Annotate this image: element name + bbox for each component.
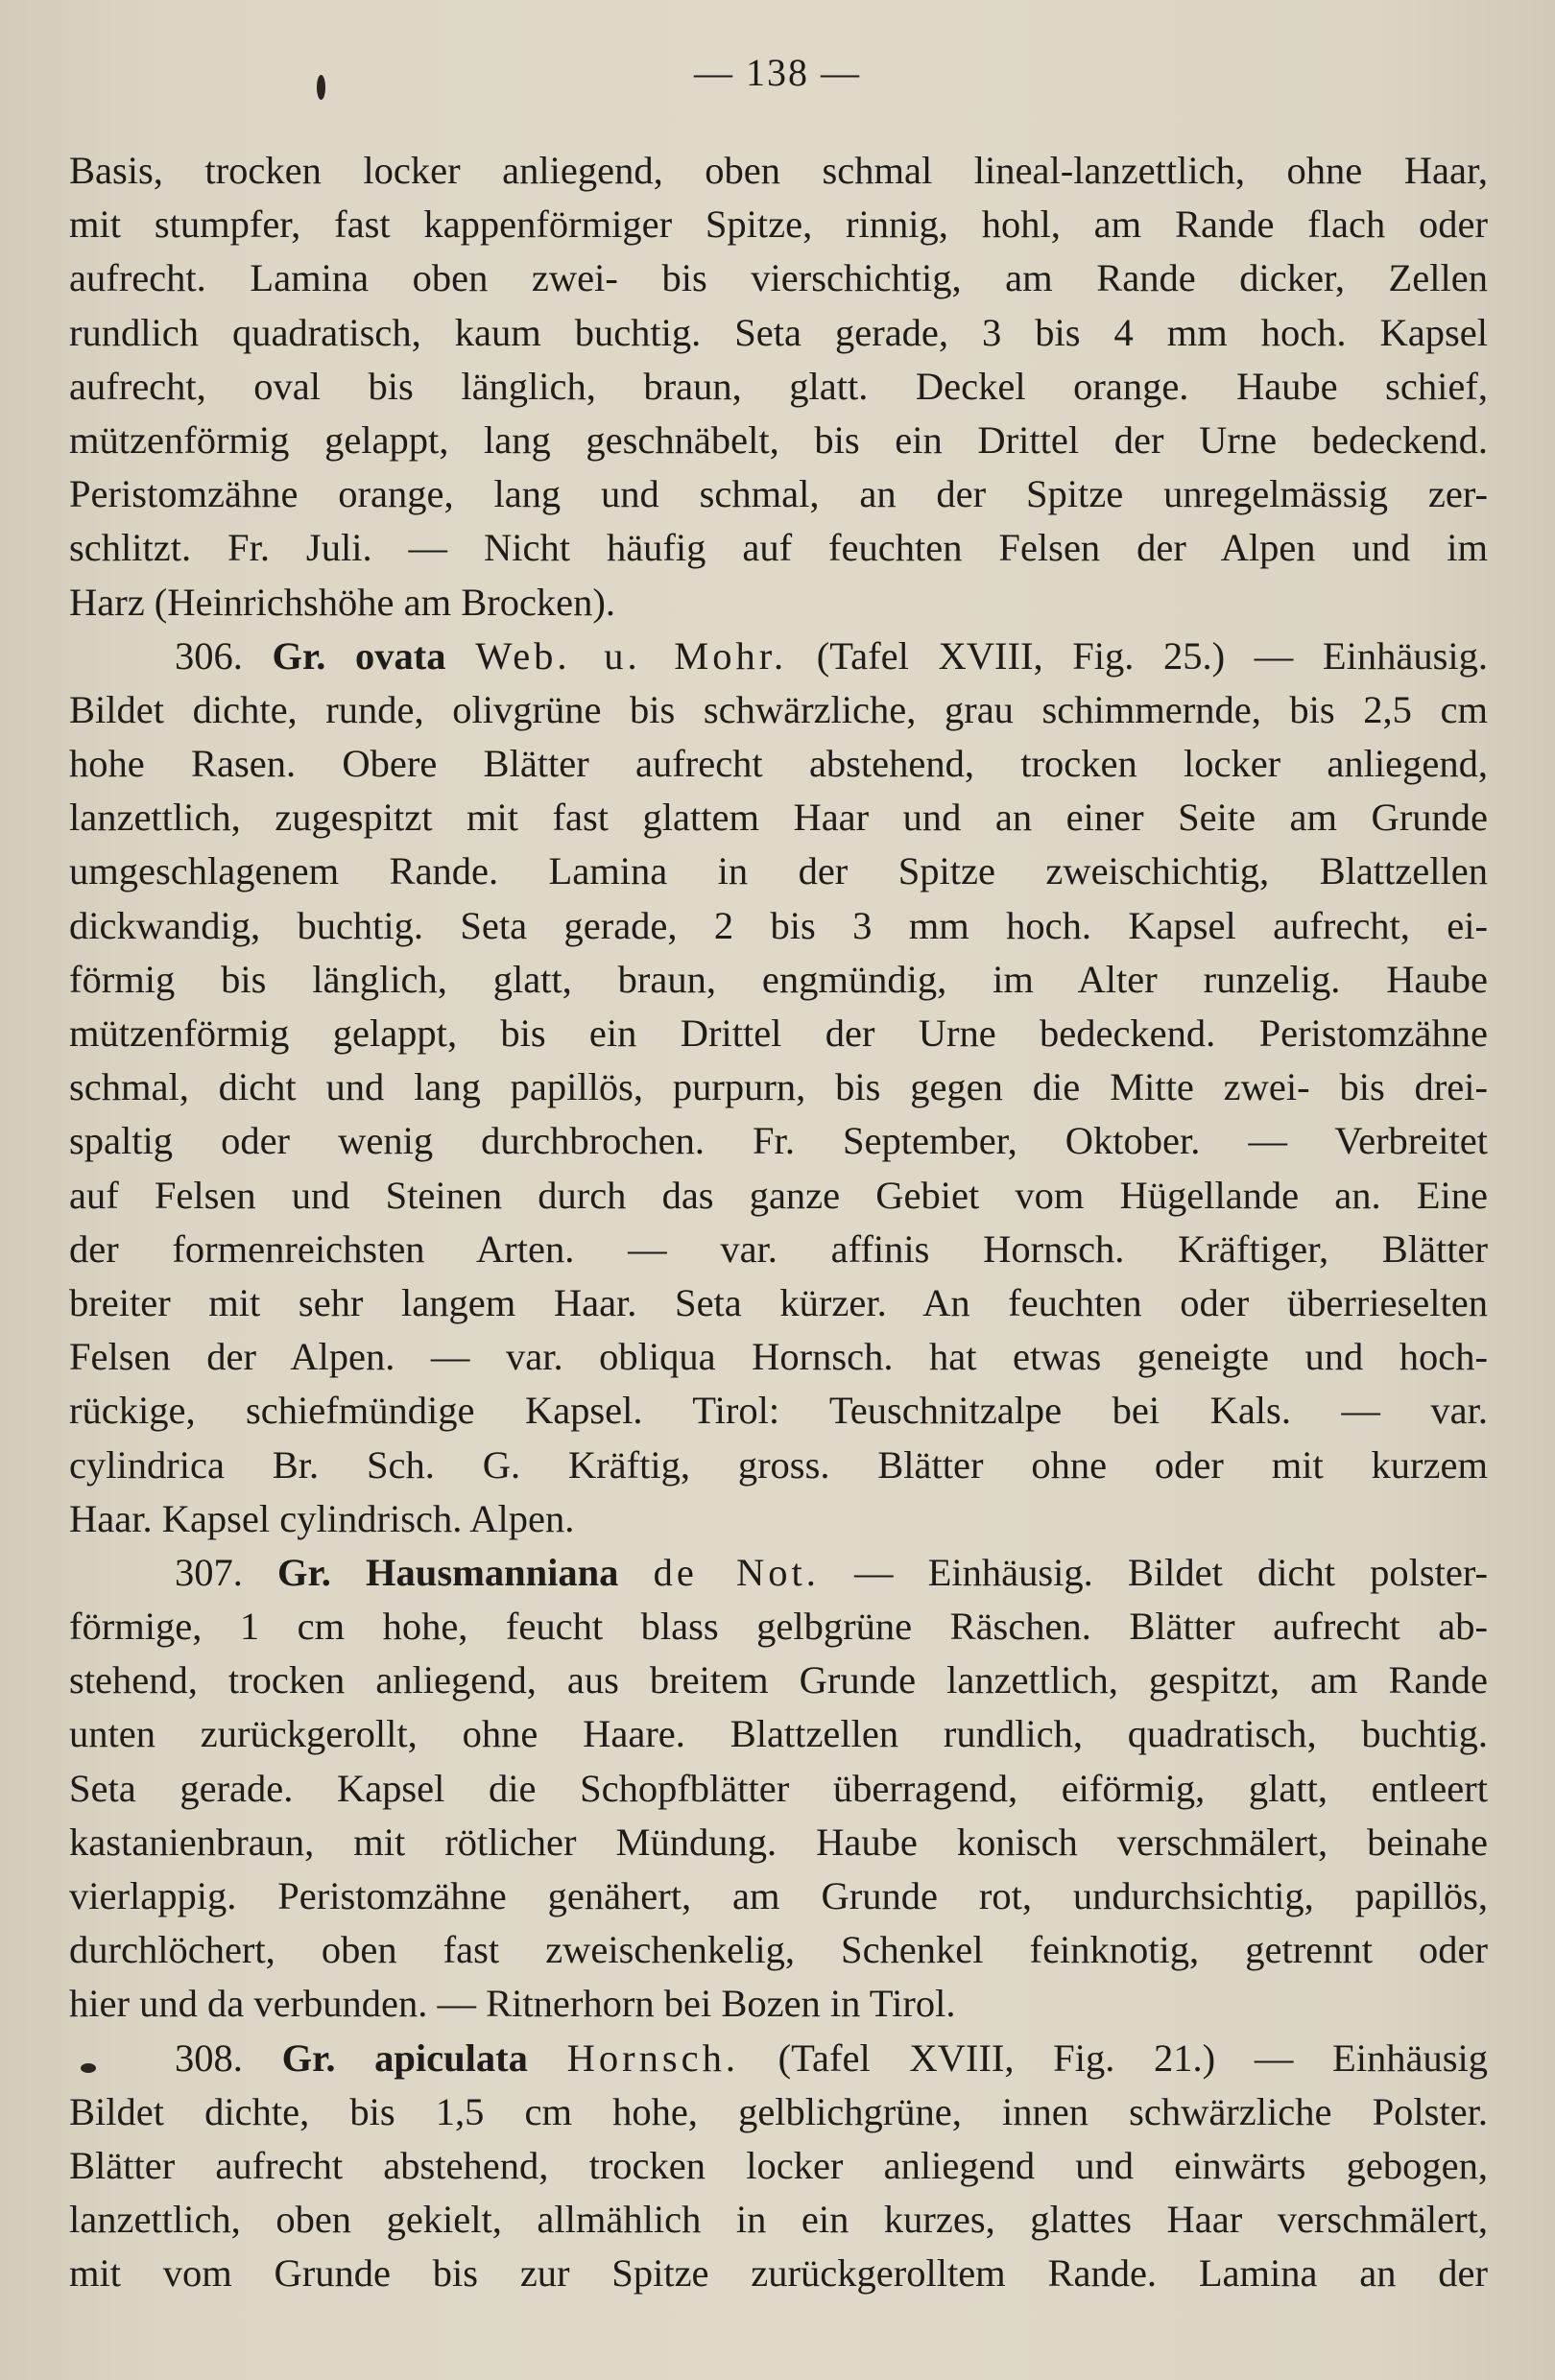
text-line [69,198,1488,251]
line-text: Blätter aufrecht abstehend, trocken locker anliegend und einwärts gebogen, [69,2143,1488,2187]
text-line [69,2193,1488,2247]
line-text: rundlich quadratisch, kaum buchtig. Seta gerade, 3 bis 4 mm hoch. Kapsel [69,310,1488,354]
text-line [69,791,1488,845]
line-text: vierlappig. Peristomzähne genähert, am Grunde rot, undurchsichtig, papillös, [69,1874,1488,1917]
page-number: — 138 — [694,51,861,94]
text-line [69,251,1488,305]
line-text: aufrecht, oval bis länglich, braun, glatt. Deckel orange. Haube schief, [69,364,1488,408]
line-text: kastanienbraun, mit rötlicher Mündung. Haube konisch verschmälert, beinahe [69,1820,1488,1864]
text-line [69,1223,1488,1276]
entry-heading-line [69,1546,1488,1600]
text-line [69,1169,1488,1223]
text-line [69,1114,1488,1168]
line-text: unten zurückgerollt, ohne Haare. Blattzellen rundlich, quadratisch, buchtig. [69,1712,1488,1756]
line-text: stehend, trocken anliegend, aus breitem Grunde lanzettlich, gespitzt, am Rande [69,1658,1488,1702]
text-line [69,1060,1488,1114]
line-text: (Tafel XVIII, Fig. 25.) — Einhäusig. [816,633,1489,678]
line-text: Seta gerade. Kapsel die Schopfblätter überragend, eiförmig, glatt, entleert [69,1766,1488,1810]
text-line [69,1439,1488,1492]
line-text: Bildet dichte, runde, olivgrüne bis schwärzliche, grau schimmernde, bis 2,5 cm [69,687,1488,731]
line-text: spaltig oder wenig durchbrochen. Fr. September, Oktober. — Verbreitet [69,1119,1488,1163]
text-line [69,953,1488,1007]
line-text: förmig bis länglich, glatt, braun, engmündig, im Alter runzelig. Haube [69,957,1488,1001]
text-line [69,144,1488,198]
text-line [69,683,1488,737]
text-line [69,1977,1488,2031]
text-line [69,414,1488,467]
line-text: mit vom Grunde bis zur Spitze zurückgerolltem Rande. Lamina an der [69,2251,1488,2296]
species-name: Gr. Hausmanniana [277,1550,619,1594]
author-name: de Not. [653,1550,820,1594]
line-text: dickwandig, buchtig. Seta gerade, 2 bis 3 mm hoch. Kapsel aufrecht, ei- [69,903,1488,947]
text-line [69,2247,1488,2300]
author-name: Hornsch. [566,2035,739,2080]
line-text: Peristomzähne orange, lang und schmal, an der Spitze unregelmässig zer- [69,472,1488,516]
line-text: der formenreichsten Arten. — var. affinis Hornsch. Kräftiger, Blätter [69,1226,1488,1271]
line-text: schmal, dicht und lang papillös, purpurn, bis gegen die Mitte zwei- bis drei- [69,1065,1488,1109]
text-line [69,737,1488,791]
author-name: Web. u. Mohr. [475,633,788,678]
text-line [69,360,1488,414]
line-text: auf Felsen und Steinen durch das ganze Gebiet vom Hügellande an. Eine [69,1173,1488,1217]
text-line [69,576,1488,630]
line-text: Felsen der Alpen. — var. obliqua Hornsch. hat etwas geneigte und hoch- [69,1335,1488,1379]
body-text [69,144,1488,2301]
species-name: Gr. ovata [272,633,446,678]
entry-number: 308. [175,2035,243,2080]
line-text: förmige, 1 cm hohe, feucht blass gelbgrüne Räschen. Blätter aufrecht ab- [69,1605,1488,1649]
line-text: mützenförmig gelappt, lang geschnäbelt, bis ein Drittel der Urne bedeckend. [69,417,1488,462]
text-line [69,1330,1488,1384]
line-text: Basis, trocken locker anliegend, oben schmal lineal-lanzettlich, ohne Haar, [69,149,1488,192]
text-line [69,1707,1488,1761]
line-text: umgeschlagenem Rande. Lamina in der Spitze zweischichtig, Blattzellen [69,849,1488,893]
line-text: cylindrica Br. Sch. G. Kräftig, gross. Blätter ohne oder mit kurzem [69,1442,1488,1487]
text-line [69,1276,1488,1330]
line-text: mit stumpfer, fast kappenförmiger Spitze, rinnig, hohl, am Rande flach oder [69,202,1488,247]
line-text: rückige, schiefmündige Kapsel. Tirol: Teuschnitzalpe bei Kals. — var. [69,1389,1488,1433]
text-line [69,306,1488,360]
line-text: hier und da verbunden. — Ritnerhorn bei Bozen in Tirol. [69,1982,956,2026]
text-line [69,1600,1488,1654]
line-text: lanzettlich, zugespitzt mit fast glattem Haar und an einer Seite am Grunde [69,796,1488,840]
line-text: Harz (Heinrichshöhe am Brocken). [69,580,616,624]
entry-heading-line [69,630,1488,683]
line-text: breiter mit sehr langem Haar. Seta kürzer. An feuchten oder überrieselten [69,1280,1488,1324]
text-line [69,845,1488,898]
text-line [69,1869,1488,1923]
line-text: schlitzt. Fr. Juli. — Nicht häufig auf feuchten Felsen der Alpen und im [69,526,1488,570]
line-text: hohe Rasen. Obere Blätter aufrecht abstehend, trocken locker anliegend, [69,742,1488,786]
text-line [69,899,1488,953]
entry-number: 306. [175,633,243,678]
text-line [69,521,1488,575]
line-text: lanzettlich, oben gekielt, allmählich in ein kurzes, glattes Haar verschmälert, [69,2198,1488,2242]
text-line [69,1384,1488,1438]
entry-heading-line [69,2032,1488,2085]
text-line [69,2139,1488,2193]
entry-number: 307. [175,1550,243,1594]
text-line [69,1007,1488,1060]
text-line [69,467,1488,521]
text-line [69,1816,1488,1869]
text-line [69,1654,1488,1707]
line-text: (Tafel XVIII, Fig. 21.) — Einhäusig [778,2035,1488,2080]
text-line [69,2085,1488,2139]
text-line [69,1923,1488,1977]
line-text: durchlöchert, oben fast zweischenkelig, Schenkel feinknotig, getrennt oder [69,1928,1488,1972]
line-text: mützenförmig gelappt, bis ein Drittel der Urne bedeckend. Peristomzähne [69,1012,1488,1055]
line-text: Bildet dichte, bis 1,5 cm hohe, gelblichgrüne, innen schwärzliche Polster. [69,2089,1488,2133]
species-name: Gr. apiculata [281,2035,528,2080]
line-text: Haar. Kapsel cylindrisch. Alpen. [69,1496,575,1540]
text-line [69,1492,1488,1546]
line-text: aufrecht. Lamina oben zwei- bis vierschichtig, am Rande dicker, Zellen [69,256,1488,300]
text-line [69,1762,1488,1816]
line-text: — Einhäusig. Bildet dicht polster- [853,1550,1489,1594]
